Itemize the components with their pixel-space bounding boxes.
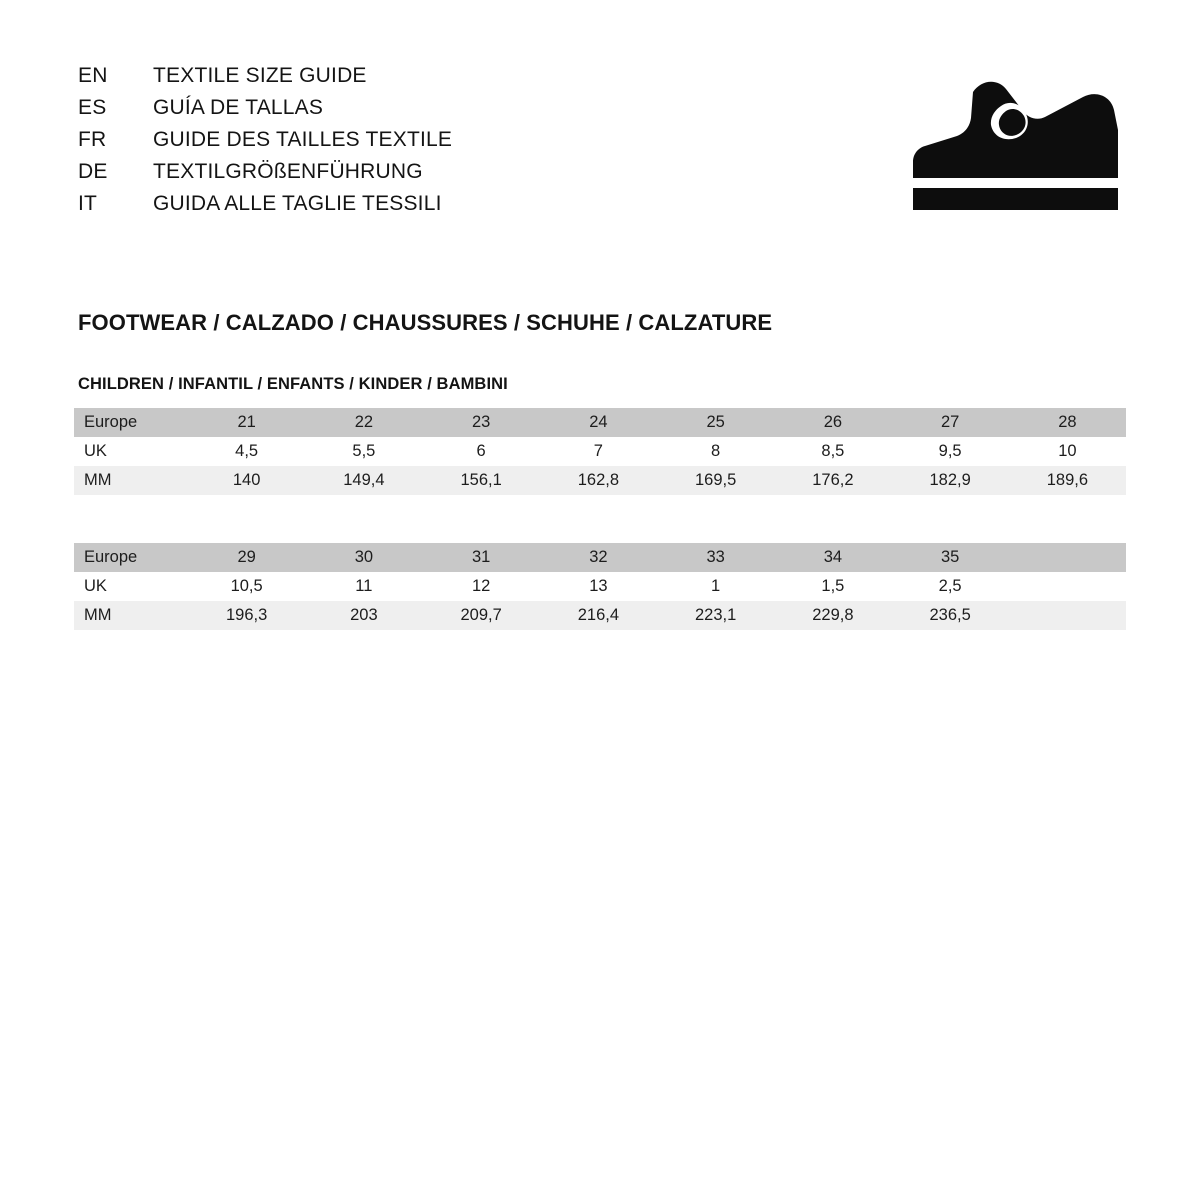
cell-europe-1: 29: [188, 543, 305, 572]
cell-europe-1: 21: [188, 408, 305, 437]
cell-uk-7: 2,5: [892, 572, 1009, 601]
language-code-it: IT: [78, 192, 98, 215]
cell-europe-6: 34: [774, 543, 891, 572]
cell-mm-5: 223,1: [657, 601, 774, 630]
row-label-mm: MM: [74, 466, 188, 495]
cell-europe-7: 35: [892, 543, 1009, 572]
cell-mm-7: 236,5: [892, 601, 1009, 630]
cell-mm-1: 140: [188, 466, 305, 495]
cell-europe-5: 25: [657, 408, 774, 437]
cell-mm-6: 176,2: [774, 466, 891, 495]
cell-mm-4: 162,8: [540, 466, 657, 495]
cell-uk-2: 5,5: [305, 437, 422, 466]
language-code-de: DE: [78, 160, 108, 183]
cell-europe-7: 27: [892, 408, 1009, 437]
language-title-it: GUIDA ALLE TAGLIE TESSILI: [153, 192, 442, 215]
cell-mm-6: 229,8: [774, 601, 891, 630]
table-row: [74, 572, 1126, 601]
table-row: [74, 408, 1126, 437]
language-row-es: [78, 96, 452, 128]
section-subtitle: CHILDREN / INFANTIL / ENFANTS / KINDER / BAMBINI: [78, 375, 508, 393]
row-label-uk: UK: [74, 437, 188, 466]
cell-mm-2: 149,4: [305, 466, 422, 495]
cell-europe-2: 30: [305, 543, 422, 572]
cell-uk-8: 10: [1009, 437, 1126, 466]
cell-mm-4: 216,4: [540, 601, 657, 630]
cell-uk-2: 11: [305, 572, 422, 601]
page-title: FOOTWEAR / CALZADO / CHAUSSURES / SCHUHE / CALZATURE: [78, 310, 773, 335]
language-title-de: TEXTILGRÖßENFÜHRUNG: [153, 160, 423, 183]
cell-uk-8: [1009, 572, 1126, 601]
cell-europe-2: 22: [305, 408, 422, 437]
cell-mm-2: 203: [305, 601, 422, 630]
cell-uk-1: 10,5: [188, 572, 305, 601]
cell-europe-3: 23: [423, 408, 540, 437]
cell-mm-3: 209,7: [423, 601, 540, 630]
language-list: [78, 64, 452, 224]
cell-europe-8: [1009, 543, 1126, 572]
cell-uk-5: 1: [657, 572, 774, 601]
table-row: [74, 601, 1126, 630]
cell-uk-4: 7: [540, 437, 657, 466]
language-row-de: [78, 160, 452, 192]
cell-mm-8: [1009, 601, 1126, 630]
row-label-europe: Europe: [74, 408, 188, 437]
cell-mm-5: 169,5: [657, 466, 774, 495]
cell-mm-1: 196,3: [188, 601, 305, 630]
cell-europe-4: 32: [540, 543, 657, 572]
language-title-fr: GUIDE DES TAILLES TEXTILE: [153, 128, 453, 151]
cell-uk-5: 8: [657, 437, 774, 466]
language-code-fr: FR: [78, 128, 107, 151]
table-row: [74, 437, 1126, 466]
cell-uk-6: 1,5: [774, 572, 891, 601]
cell-uk-6: 8,5: [774, 437, 891, 466]
row-label-mm: MM: [74, 601, 188, 630]
cell-europe-4: 24: [540, 408, 657, 437]
language-title-en: TEXTILE SIZE GUIDE: [153, 64, 367, 87]
cell-uk-1: 4,5: [188, 437, 305, 466]
row-label-europe: Europe: [74, 543, 188, 572]
language-code-en: EN: [78, 64, 108, 87]
shoe-icon: [905, 70, 1135, 225]
size-table-children-1: [74, 408, 1126, 495]
cell-uk-3: 6: [423, 437, 540, 466]
cell-europe-3: 31: [423, 543, 540, 572]
language-row-fr: [78, 128, 452, 160]
cell-mm-7: 182,9: [892, 466, 1009, 495]
language-row-it: [78, 192, 452, 224]
cell-europe-5: 33: [657, 543, 774, 572]
cell-mm-3: 156,1: [423, 466, 540, 495]
cell-uk-7: 9,5: [892, 437, 1009, 466]
cell-europe-8: 28: [1009, 408, 1126, 437]
table-row: [74, 466, 1126, 495]
cell-uk-3: 12: [423, 572, 540, 601]
language-title-es: GUÍA DE TALLAS: [153, 96, 324, 119]
cell-mm-8: 189,6: [1009, 466, 1126, 495]
table-row: [74, 543, 1126, 572]
cell-uk-4: 13: [540, 572, 657, 601]
language-code-es: ES: [78, 96, 107, 119]
language-row-en: [78, 64, 452, 96]
size-table-children-2: [74, 543, 1126, 630]
row-label-uk: UK: [74, 572, 188, 601]
cell-europe-6: 26: [774, 408, 891, 437]
